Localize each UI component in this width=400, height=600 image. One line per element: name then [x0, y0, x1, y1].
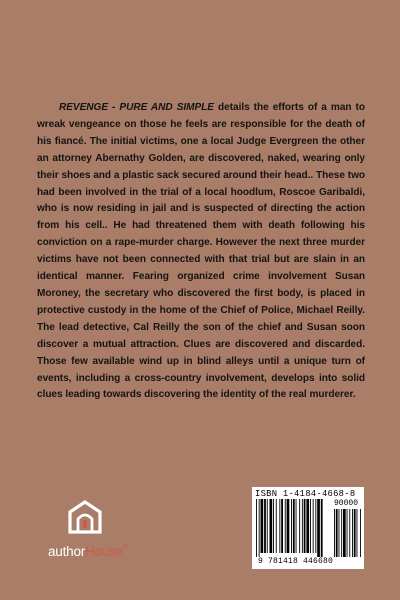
barcode-bar: [339, 509, 340, 557]
barcode-addon: 90000: [334, 499, 359, 508]
barcode-bar: [349, 509, 350, 557]
barcode-bar: [310, 499, 311, 553]
barcode-bar: [304, 499, 306, 553]
barcode-bar: [321, 499, 323, 557]
barcode-bar: [317, 499, 320, 557]
book-title: REVENGE - PURE AND SIMPLE: [59, 102, 214, 113]
barcode-bar: [296, 499, 297, 553]
barcode-bar: [273, 499, 274, 553]
barcode-bar: [336, 509, 338, 557]
barcode-bar: [287, 499, 290, 553]
barcode-bar: [264, 499, 266, 553]
publisher-name: authorHouse®: [48, 544, 129, 559]
barcode-number: 9 781418 446680: [258, 557, 334, 566]
barcode-bar: [259, 499, 260, 557]
barcode-bar: [352, 509, 353, 557]
back-cover-blurb: [37, 100, 365, 404]
barcode-bar: [354, 509, 356, 557]
barcode-bar: [291, 499, 292, 553]
barcode-bar: [281, 499, 283, 553]
barcode-bar: [285, 499, 286, 553]
isbn-barcode: [252, 487, 364, 569]
barcode-bar: [306, 499, 309, 553]
barcode-bar: [341, 509, 342, 557]
barcode-bar: [299, 499, 300, 553]
barcode-bar: [357, 509, 358, 557]
barcode-bar: [315, 499, 316, 553]
blurb-text: details the efforts of a man to wreak vengeance on those he feels are responsible for the death of his fiancé. The initial victims, one a local Judge Evergreen the other an attorney Abernathy Golden, are discovered, naked, wearing only their shoes and a plastic sack secured around their head.. These two had been involved in the trial of a local hoodlum, Roscoe Garibaldi, who is now residing in jail and is suspected of directing the action from his cell.. He had threatened them with death following his conviction on a rape-murder charge. However the next three murder victims have not been connected with that trial but are slain in an identical manner. Fearing organized crime involvement Susan Moroney, the secretary who discovered the first body, is placed in protective custody in the home of the Chief of Police, Michael Reilly. The lead detective, Cal Reilly the son of the chief and Susan soon discover a mutual attraction. Clues are discovered and discarded. Those few available wind up in blind alleys until a unique turn of events, including a cross-country involvement, develops into solid clues leading towards discovering the identity of the real murderer.: [37, 102, 365, 401]
barcode-bar: [360, 509, 361, 557]
barcode-bar: [293, 499, 295, 553]
barcode-bar: [279, 499, 280, 553]
isbn-label: ISBN 1-4184-4668-8: [255, 489, 356, 499]
barcode-bar: [256, 499, 257, 557]
barcode-bar: [302, 499, 303, 553]
publisher-logo: [48, 500, 143, 570]
barcode-bar: [334, 509, 335, 557]
barcode-bar: [347, 509, 348, 557]
barcode-bar: [267, 499, 268, 553]
barcode-bar: [261, 499, 264, 553]
barcode-bar: [313, 499, 314, 553]
barcode-bar: [343, 509, 346, 557]
barcode-bar: [276, 499, 277, 553]
barcode-bar: [270, 499, 273, 553]
house-arch-icon: [68, 500, 102, 534]
